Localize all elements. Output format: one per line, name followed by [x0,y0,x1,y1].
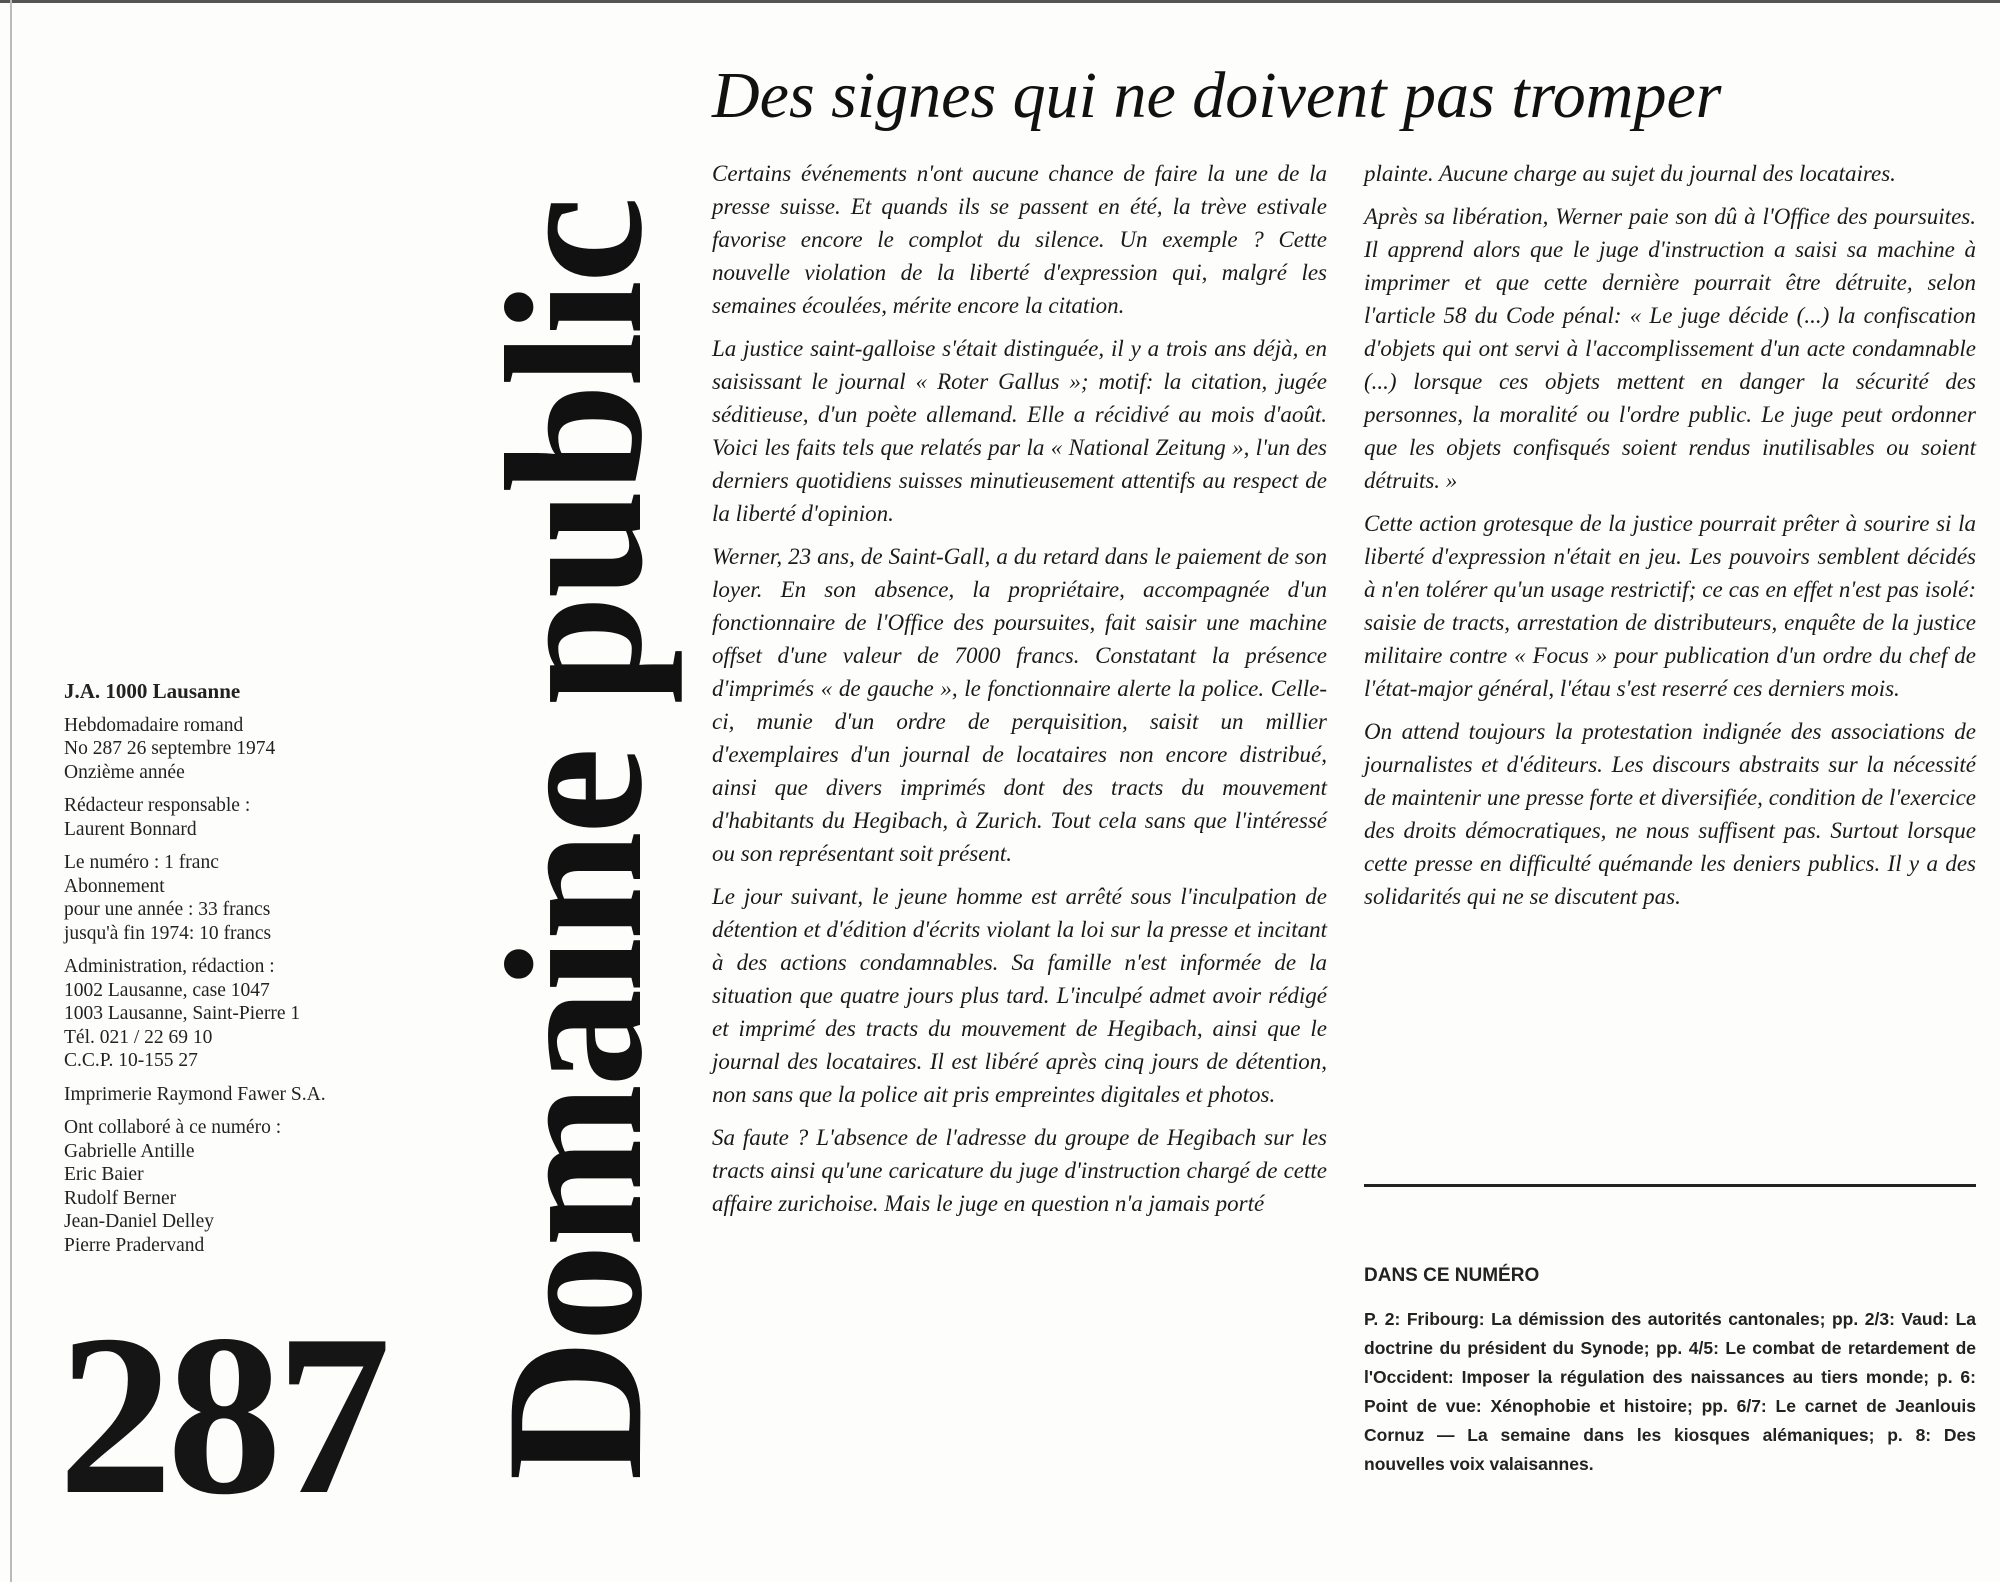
info-line: Pierre Pradervand [64,1234,205,1256]
info-block [64,1116,444,1257]
info-line: Rédacteur responsable : [64,795,251,816]
info-line: 1003 Lausanne, Saint-Pierre 1 [64,1003,301,1024]
postal-mark: J.A. 1000 Lausanne [64,679,241,703]
info-block [64,955,444,1073]
info-line: jusqu'à fin 1974: 10 francs [64,922,272,944]
article-paragraph: Après sa libération, Werner paie son dû à l'Office des poursuites. Il apprend alors que le juge d'instruction a saisi sa machine à imprimer et que cette dernière pourrait être détruite, selon l'article 58 du Code pénal: « Le juge décide (...) la confiscation d'objets qui ont servi à l'accomplissement d'un acte condamnable (...) lorsque ces objets mettent en danger la sécurité des personnes, la moralité ou l'ordre public. Le juge peut ordonner que les objets confisqués soient rendus inutilisables ou soient détruits. » [1364,204,1976,493]
top-border [0,0,2000,3]
column-rule [1364,1184,1976,1187]
info-line: Hebdomadaire romand [64,714,244,736]
info-line: Abonnement [64,875,165,897]
info-line: Jean-Daniel Delley [64,1211,214,1232]
info-line: Gabrielle Antille [64,1140,195,1162]
info-line: Imprimerie Raymond Fawer S.A. [64,1083,326,1105]
article-paragraph: Cette action grotesque de la justice pourrait prêter à sourire si la liberté d'expression n'était en jeu. Les pouvoirs semblent décidés à n'en tolérer qu'un usage restrictif; ce cas en effet n'est pas isolé: saisie de tracts, arrestation de distributeurs, enquête de la justice militaire contre « Focus » pour publication d'un ordre du chef de l'état-major général, l'étau s'est reserré ces derniers mois. [1364,511,1976,701]
info-line: Laurent Bonnard [64,818,197,840]
article-paragraph: La justice saint-galloise s'était distinguée, il y a trois ans déjà, en saisissant le journal « Roter Gallus »; motif: la citation, jugée séditieuse, d'un poète allemand. Elle a récidivé au mois d'août. Voici les faits tels que relatés par la « National Zeitung », l'un des derniers quotidiens suisses minutieusement attentifs au respect de la liberté d'opinion. [712,336,1327,526]
issue-number: 287 [58,1287,385,1542]
article-column-1 [712,157,1327,1230]
info-line: No 287 26 septembre 1974 [64,738,276,759]
info-line: Rudolf Berner [64,1187,177,1209]
masthead [455,140,695,1540]
info-blocks [64,714,444,1258]
info-line: Tél. 021 / 22 69 10 [64,1026,213,1048]
article-title: Des signes qui ne doivent pas tromper [712,59,1722,132]
article-paragraph: On attend toujours la protestation indignée des associations de journalistes et d'éditeurs. Les discours abstraits sur la nécessité de maintenir une presse forte et diversifiée, condition de l'exercice des droits démocratiques, ne nous suffisent pas. Surtout lorsque cette presse en difficulté quémande les deniers publics. Il y a des solidarités qui ne se discutent pas. [1364,719,1976,909]
info-line: Ont collaboré à ce numéro : [64,1117,282,1138]
left-border [10,0,12,1582]
info-line: Le numéro : 1 franc [64,852,219,873]
article-column-2 [1364,157,1976,923]
info-line: pour une année : 33 francs [64,899,271,920]
info-block [64,714,444,785]
contents-heading: DANS CE NUMÉRO [1364,1265,1540,1286]
info-line: Administration, rédaction : [64,956,275,977]
article-paragraph: Le jour suivant, le jeune homme est arrêté sous l'inculpation de détention et d'édition d'écrits violant la loi sur la presse et incitant à des actions condamnables. Sa famille n'est informée de la situation que quatre jours plus tard. L'inculpé admet avoir rédigé et imprimé des tracts du mouvement de Hegibach, ainsi que le journal des locataires. Il est libéré après cinq jours de détention, non sans que la police ait pris empreintes digitales et photos. [712,884,1327,1107]
info-block [64,1083,444,1107]
info-block [64,794,444,841]
masthead-title: Domaine public [466,199,683,1481]
info-line: 1002 Lausanne, case 1047 [64,979,270,1001]
info-line: Onzième année [64,761,185,783]
article-paragraph: plainte. Aucune charge au sujet du journal des locataires. [1364,161,1896,186]
article-paragraph: Certains événements n'ont aucune chance de faire la une de la presse suisse. Et quands ils se passent en été, la trève estivale favorise encore le complot du silence. Un exemple ? Cette nouvelle violation de la liberté d'expression qui, malgré les semaines écoulées, mérite encore la citation. [712,161,1327,318]
publication-info [64,680,444,1267]
info-block [64,851,444,945]
info-line: Eric Baier [64,1164,144,1185]
info-line: C.C.P. 10-155 27 [64,1050,198,1071]
article-paragraph: Werner, 23 ans, de Saint-Gall, a du retard dans le paiement de son loyer. En son absence, la propriétaire, accompagnée d'un fonctionnaire de l'Office des poursuites, fait saisir une machine offset d'une valeur de 7000 francs. Constatant la présence d'imprimés « de gauche », le fonctionnaire alerte la police. Celle-ci, munie d'un ordre de perquisition, saisit un millier d'exemplaires d'un journal de locataires non encore distribué, ainsi que divers imprimés dont des tracts du mouvement d'habitants du Hegibach, à Zurich. Tout cela sans que l'intéressé ou son représentant soit présent. [712,544,1327,866]
article-paragraph: Sa faute ? L'absence de l'adresse du groupe de Hegibach sur les tracts ainsi qu'une caricature du juge d'instruction chargé de cette affaire zurichoise. Mais le juge en question n'a jamais porté [712,1125,1327,1216]
contents-list: P. 2: Fribourg: La démission des autorités cantonales; pp. 2/3: Vaud: La doctrine du président du Synode; pp. 4/5: Le combat de retardement de l'Occident: Imposer la régulation des naissances au tiers monde; p. 6: Point de vue: Xénophobie et histoire; pp. 6/7: Le carnet de Jeanlouis Cornuz — La semaine dans les kiosques alémaniques; p. 8: Des nouvelles voix valaisannes. [1364,1309,1976,1474]
